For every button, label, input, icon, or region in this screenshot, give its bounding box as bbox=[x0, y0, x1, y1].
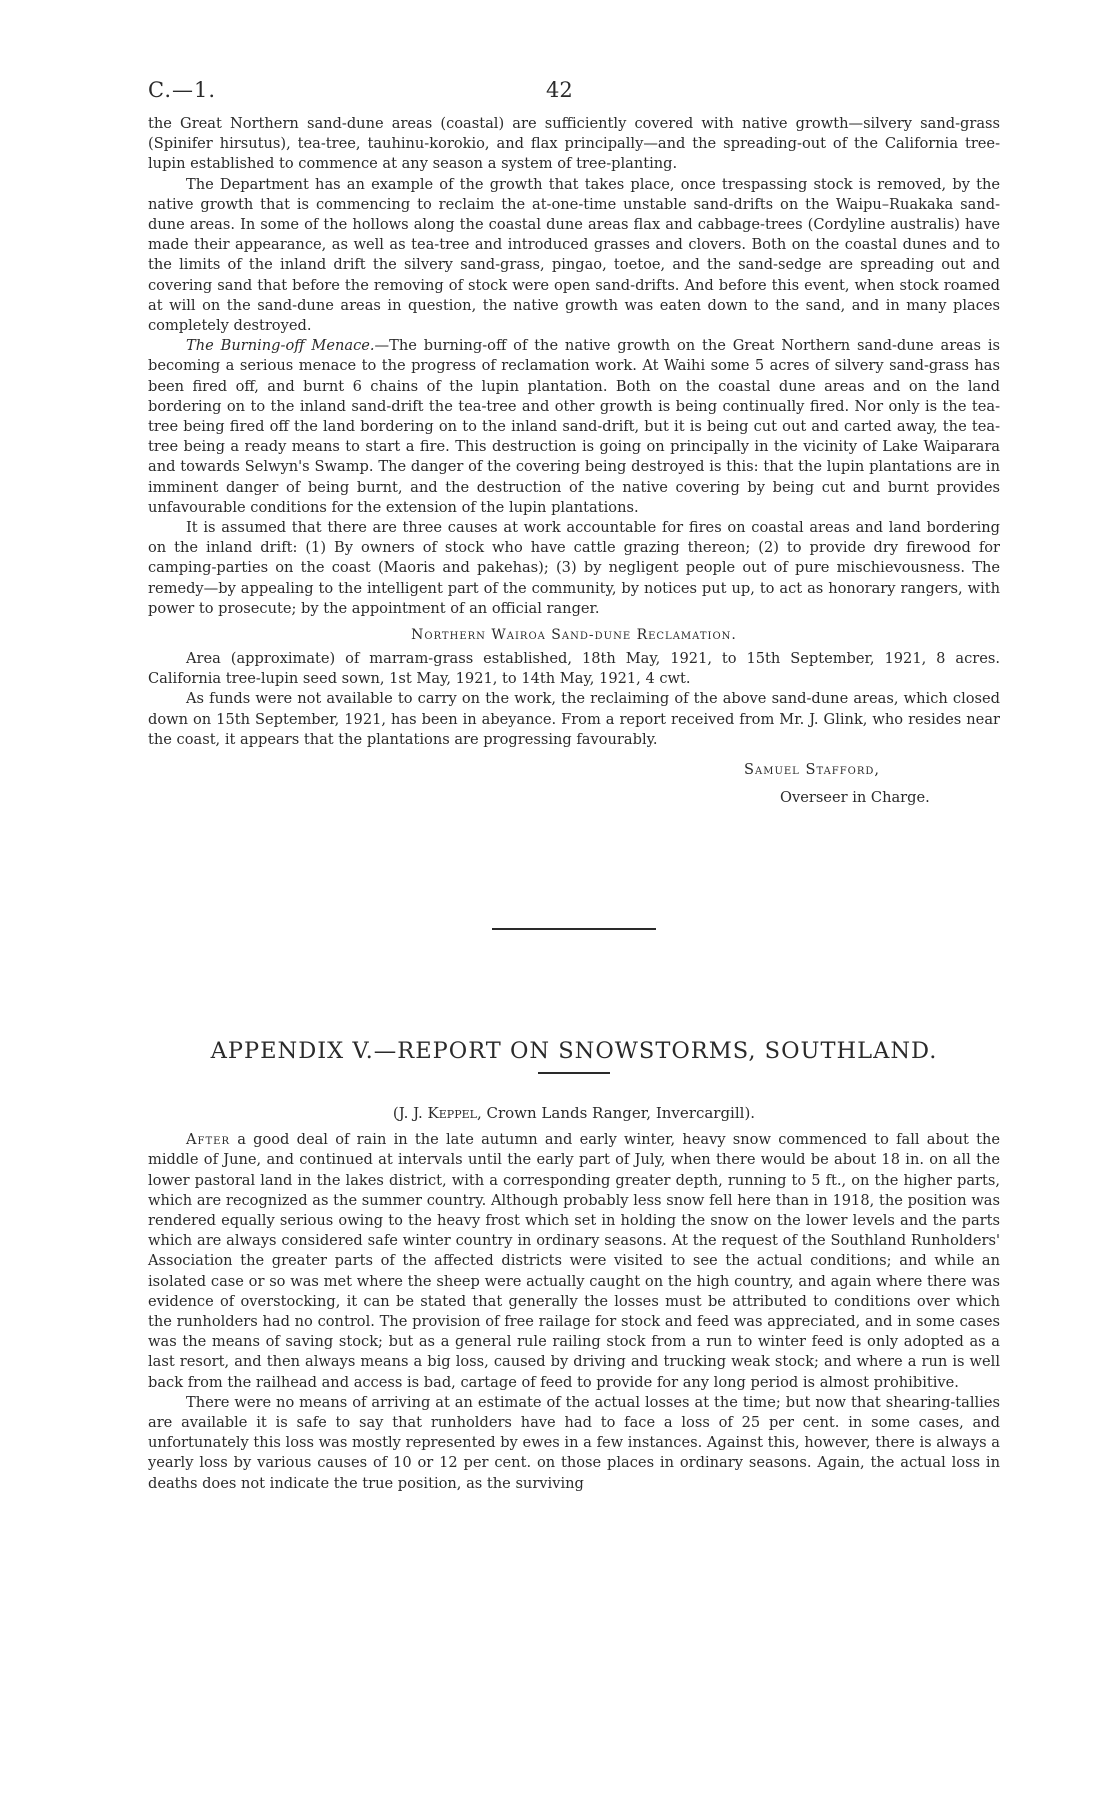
paragraph-funds: As funds were not available to carry on the work, the reclaiming of the above sand-dune areas, which closed down on 15th September, 1921, has been in abeyance. From a report received from Mr. J. Glink, who resides near the coast, it appears that the plantations are progressing favourably. bbox=[148, 690, 1000, 748]
lead-word: After bbox=[186, 1131, 230, 1149]
signature-block bbox=[148, 756, 1000, 812]
appendix-title: APPENDIX V.—REPORT ON SNOWSTORMS, SOUTHLAND. bbox=[210, 1038, 938, 1065]
document-page bbox=[148, 78, 1000, 1494]
document-reference: C.—1. bbox=[148, 78, 217, 102]
paragraph-area-established: Area (approximate) of marram-grass established, 18th May, 1921, to 15th September, 1921, 8 acres. California tree-lupin seed sown, 1st May, 1921, to 14th May, 1921, 4 cwt. bbox=[148, 650, 1000, 688]
paragraph-snow-conditions bbox=[148, 1130, 1000, 1393]
page-number: 42 bbox=[546, 78, 573, 102]
snow-conditions-body: a good deal of rain in the late autumn and early winter, heavy snow commenced to fall about the middle of June, and continued at intervals until the early part of July, when there would be about 18 in. on all the lower pastoral land in the lakes district, with a corresponding greater depth, running to 5 ft., on the higher parts, which are recognized as the summer country. Although probably less snow fell here than in 1918, the position was rendered equally serious owing to the heavy frost which set in holding the snow on the lower levels and the parts which are always considered safe winter country in ordinary seasons. At the request of the Southland Runholders' Association the greater parts of the affected districts were visited to see the actual conditions; and while an isolated case or so was met where the sheep were actually caught on the high country, and again where there was evidence of overstocking, it can be stated that generally the losses must be attributed to conditions over which the runholders had no control. The provision of free railage for stock and feed was appreciated, and in some cases was the means of saving stock; but as a general rule railing stock from a run to winter feed is only adopted as a last resort, and then always means a big loss, caused by driving and trucking weak stock; and where a run is well back from the railhead and access is bad, cartage of feed to provide for any long period is almost prohibitive. bbox=[148, 1131, 1000, 1391]
section-heading-northern-wairoa: Northern Wairoa Sand-dune Reclamation. bbox=[411, 627, 737, 644]
page-header bbox=[148, 78, 1000, 114]
signature-role: Overseer in Charge. bbox=[780, 789, 930, 807]
paragraph-fire-causes: It is assumed that there are three causes at work accountable for fires on coastal areas and land bordering on the inland drift: (1) By owners of stock who have cattle grazing thereon; (2) to provide dry firewood for camping-parties on the coast (Maoris and pakehas); (3) by negligent people out of pure mischievousness. The remedy—by appealing to the intelligent part of the community, by notices put up, to act as honorary rangers, with power to prosecute; by the appointment of an official ranger. bbox=[148, 519, 1000, 617]
byline-rest: , Crown Lands Ranger, Invercargill). bbox=[476, 1104, 756, 1123]
paragraph-department-example: The Department has an example of the growth that takes place, once trespassing stock is removed, by the native growth that is commencing to reclaim the at-one-time unstable sand-drifts on the Waipu–Ruakaka sand-dune areas. In some of the hollows along the coastal dune areas flax and cabbage-trees (Cordyline australis) have made their appearance, as well as tea-tree and introduced grasses and clovers. Both on the coastal dunes and to the limits of the inland drift the silvery sand-grass, pingao, toetoe, and the sand-sedge are spreading out and covering sand that before the removing of stock were open sand-drifts. And before this event, when stock roamed at will on the sand-dune areas in question, the native growth was eaten down to the sand, and in many places completely destroyed. bbox=[148, 175, 1000, 335]
section-divider bbox=[492, 928, 656, 930]
burning-off-title: The Burning-off Menace. bbox=[186, 337, 375, 355]
appendix-byline bbox=[148, 1104, 1000, 1122]
signature-name: Samuel Stafford, bbox=[744, 761, 881, 779]
byline-open: ( bbox=[392, 1104, 399, 1123]
paragraph-continued: the Great Northern sand-dune areas (coastal) are sufficiently covered with native growth—silvery sand-grass (Spinifer hirsutus), tea-tree, tauhinu-korokio, and flax principally—and the spreading-out of the California tree-lupin established to commence at any season a system of tree-planting. bbox=[148, 115, 1000, 173]
appendix-underline bbox=[538, 1072, 610, 1074]
burning-off-body: —The burning-off of the native growth on the Great Northern sand-dune areas is becoming a serious menace to the progress of reclamation work. At Waihi some 5 acres of silvery sand-grass has been fired off, and burnt 6 chains of the lupin plantation. Both on the coastal dune areas and on the land bordering on to the inland sand-drift the tea-tree and other growth is being continually fired. Nor only is the tea-tree being fired off the land bordering on to the inland sand-drift, but it is being cut out and carted away, the tea-tree being a ready means to start a fire. This destruction is going on principally in the vicinity of Lake Waiparara and towards Selwyn's Swamp. The danger of the covering being destroyed is this: that the lupin plantations are in imminent danger of being burnt, and the destruction of the native covering by being cut and burnt provides unfavourable conditions for the extension of the lupin plantations. bbox=[148, 337, 1000, 516]
byline-name: J. J. Keppel bbox=[398, 1104, 477, 1123]
paragraph-burning-off bbox=[148, 336, 1000, 518]
paragraph-losses: There were no means of arriving at an estimate of the actual losses at the time; but now that shearing-tallies are available it is safe to say that runholders have had to face a loss of 25 per cent. in some cases, and unfortunately this loss was mostly represented by ewes in a few instances. Against this, however, there is always a yearly loss by various causes of 10 or 12 per cent. on those places in ordinary seasons. Again, the actual loss in deaths does not indicate the true position, as the surviving bbox=[148, 1393, 1000, 1492]
